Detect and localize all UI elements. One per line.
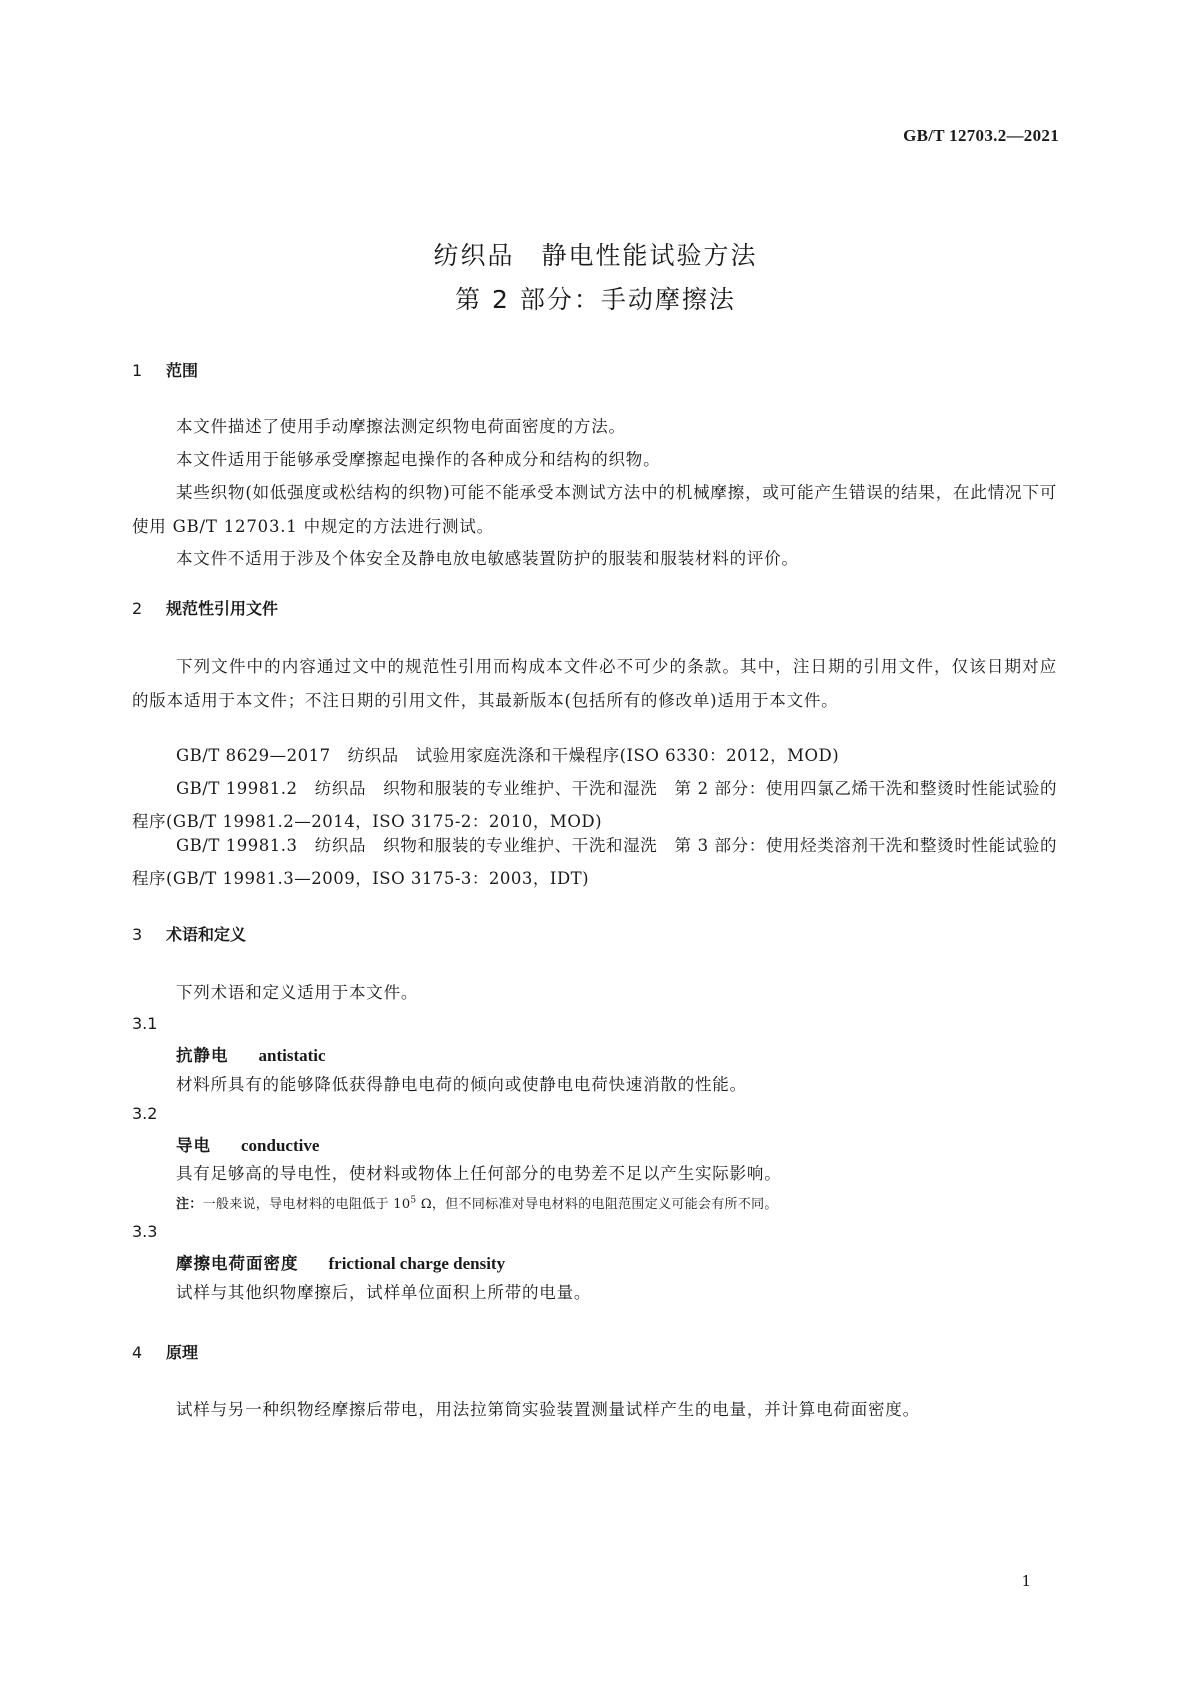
paragraph: 本文件不适用于涉及个体安全及静电放电敏感装置防护的服装和服装材料的评价。: [176, 549, 799, 568]
normative-reference: GB/T 19981.2 纺织品 织物和服装的专业维护、干洗和湿洗 第 2 部分：使用四氯乙烯干洗和整烫时性能试验的程序(GB/T 19981.2—2014，ISO 3175-2：2010，MOD): [132, 779, 1057, 831]
section-number: 2: [132, 599, 143, 618]
section-title: 原理: [166, 1343, 199, 1362]
page-number: 1: [1021, 1572, 1031, 1590]
term-entry: [176, 1042, 326, 1066]
section-2-heading: [132, 596, 278, 619]
term-definition: 材料所具有的能够降低获得静电电荷的倾向或使静电电荷快速消散的性能。: [176, 1075, 747, 1094]
normative-reference: GB/T 8629—2017 纺织品 试验用家庭洗涤和干燥程序(ISO 6330：2012，MOD): [176, 746, 840, 765]
term-en: antistatic: [258, 1046, 326, 1065]
paragraph: 本文件适用于能够承受摩擦起电操作的各种成分和结构的织物。: [176, 450, 661, 469]
term-entry: [176, 1132, 319, 1156]
term-en: frictional charge density: [328, 1254, 506, 1273]
document-title-line1: 纺织品 静电性能试验方法: [433, 241, 758, 270]
term-en: conductive: [241, 1136, 320, 1155]
section-4-heading: [132, 1340, 198, 1363]
section-title: 范围: [166, 361, 199, 380]
term-number: 3.1: [132, 1014, 158, 1033]
term-number: 3.3: [132, 1222, 158, 1241]
section-title: 规范性引用文件: [166, 599, 279, 618]
document-title-line2: 第 2 部分：手动摩擦法: [455, 285, 736, 314]
term-zh: 摩擦电荷面密度: [176, 1254, 299, 1273]
paragraph: 本文件描述了使用手动摩擦法测定织物电荷面密度的方法。: [176, 417, 626, 436]
term-definition: 试样与其他织物摩擦后，试样单位面积上所带的电量。: [176, 1283, 592, 1302]
term-zh: 导电: [176, 1136, 211, 1155]
section-1-heading: [132, 358, 198, 381]
note-label: 注：: [176, 1197, 203, 1212]
section-title: 术语和定义: [166, 925, 247, 944]
term-entry: [176, 1250, 505, 1274]
section-number: 3: [132, 925, 143, 944]
term-zh: 抗静电: [176, 1046, 229, 1065]
paragraph: 某些织物(如低强度或松结构的织物)可能不能承受本测试方法中的机械摩擦，或可能产生错误的结果，在此情况下可使用 GB/T 12703.1 中规定的方法进行测试。: [132, 483, 1057, 536]
paragraph: 下列文件中的内容通过文中的规范性引用而构成本文件必不可少的条款。其中，注日期的引用文件，仅该日期对应的版本适用于本文件；不注日期的引用文件，其最新版本(包括所有的修改单)适用于本文件。: [132, 657, 1057, 710]
note-text: Ω，但不同标准对导电材料的电阻范围定义可能会有所不同。: [416, 1197, 778, 1212]
section-3-heading: [132, 922, 246, 945]
term-number: 3.2: [132, 1104, 158, 1123]
paragraph: 下列术语和定义适用于本文件。: [176, 983, 419, 1002]
term-note: [176, 1193, 778, 1212]
standard-number: GB/T 12703.2—2021: [903, 126, 1059, 145]
section-number: 4: [132, 1343, 143, 1362]
note-text: 一般来说，导电材料的电阻低于 10: [202, 1197, 411, 1212]
normative-reference: GB/T 19981.3 纺织品 织物和服装的专业维护、干洗和湿洗 第 3 部分：使用烃类溶剂干洗和整烫时性能试验的程序(GB/T 19981.3—2009，ISO 3175-3：2003，IDT): [132, 836, 1057, 888]
section-number: 1: [132, 361, 143, 380]
term-definition: 具有足够高的导电性，使材料或物体上任何部分的电势差不足以产生实际影响。: [176, 1164, 782, 1183]
paragraph: 试样与另一种织物经摩擦后带电，用法拉第筒实验装置测量试样产生的电量，并计算电荷面密度。: [176, 1400, 920, 1419]
note-superscript: 5: [410, 1195, 417, 1206]
